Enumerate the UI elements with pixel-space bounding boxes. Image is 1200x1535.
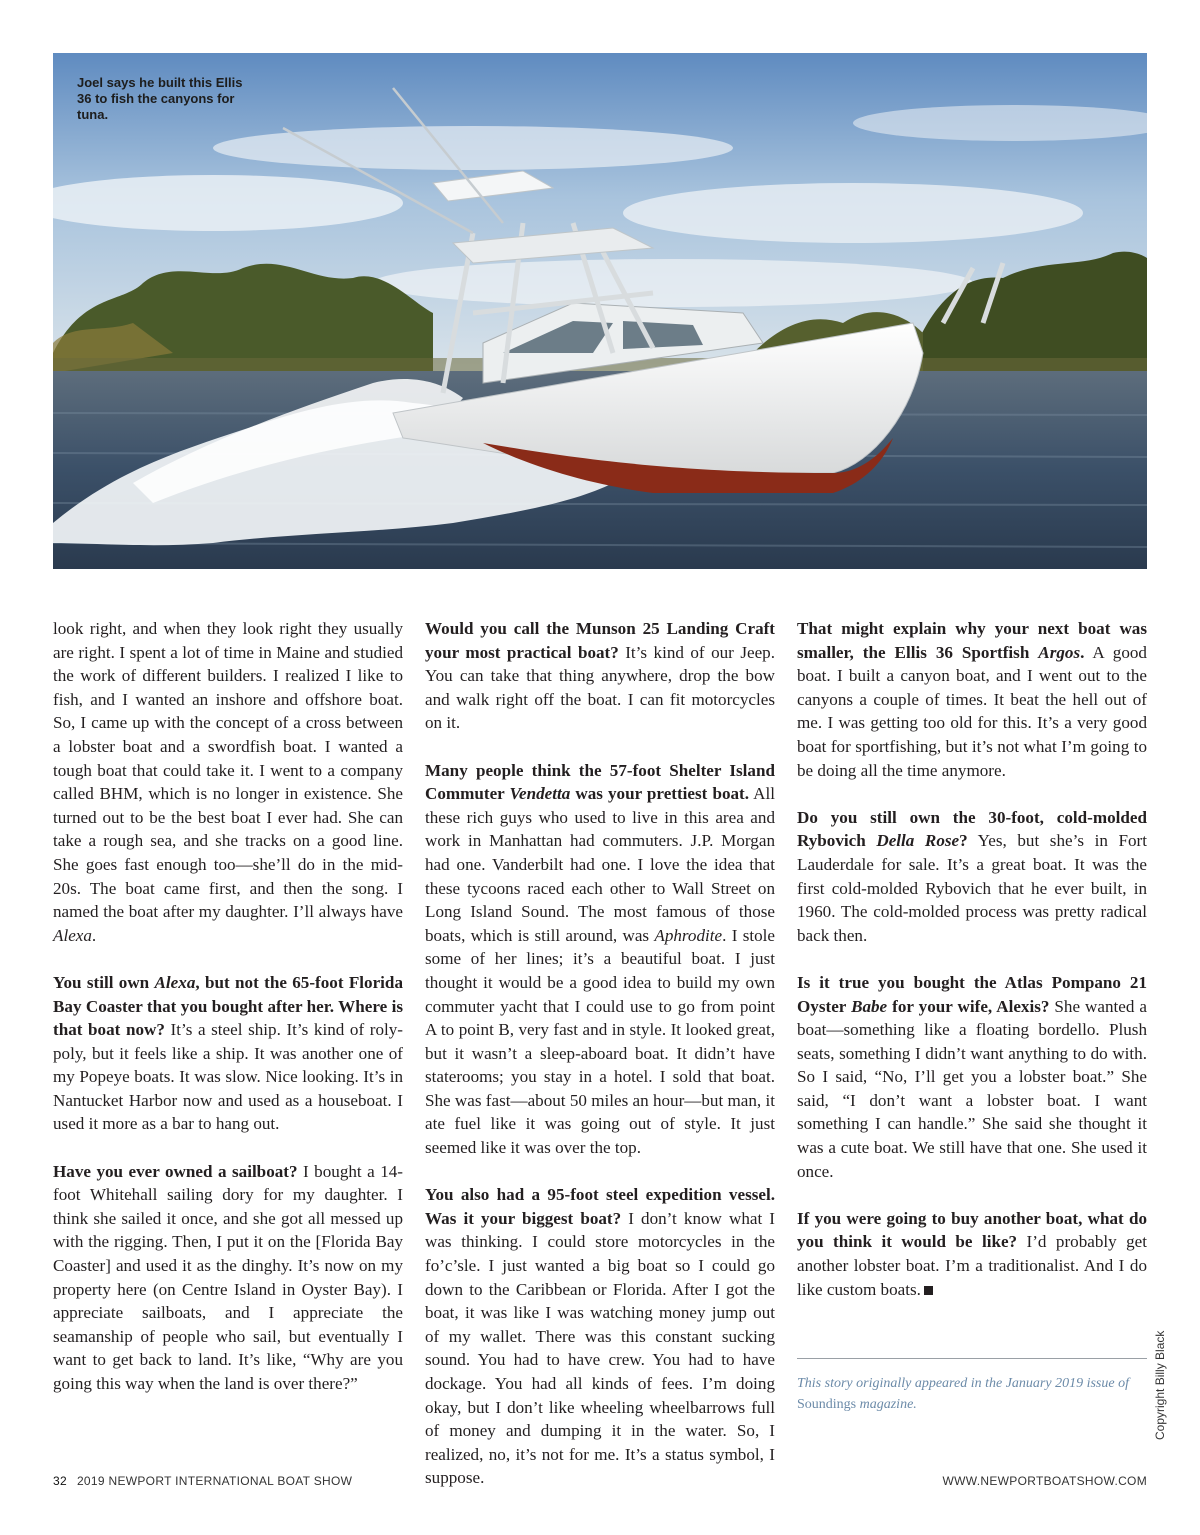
qa-paragraph: [425, 1183, 775, 1490]
answer: Yes, but she’s in Fort Lauderdale for sale. It’s a great boat. It was the first cold-molded Rybovich that he ever built, in 1960. The cold-molded process was pretty radical back then.: [797, 831, 1147, 945]
question: You also had a 95-foot steel expedition vessel. Was it your biggest boat?: [425, 1185, 775, 1228]
footer-left: [53, 1474, 352, 1488]
qa-paragraph: [53, 971, 403, 1136]
qa-paragraph: [797, 971, 1147, 1183]
question: You still own Alexa, but not the 65-foot Florida Bay Coaster that you bought after her. Where is that boat now?: [53, 972, 403, 1040]
answer: A good boat. I built a canyon boat, and I went out to the canyons a couple of times. It beat the hell out of me. I was getting too old for this. It’s a very good boat for sportfishing, but it’s not what I’m going to be doing all the time anymore.: [797, 642, 1147, 780]
end-mark-icon: [924, 1286, 933, 1295]
qa-paragraph: [425, 617, 775, 735]
question: Is it true you bought the Atlas Pompano 21 Oyster Babe for your wife, Alexis?: [797, 972, 1147, 1016]
note-divider: [797, 1358, 1147, 1359]
question: That might explain why your next boat was smaller, the Ellis 36 Sportfish Argos.: [797, 619, 1147, 662]
source-note: This story originally appeared in the January 2019 issue of Soundings magazine.: [797, 1376, 1129, 1412]
paragraph: look right, and when they look right they usually are right. I spent a lot of time in Maine and studied the work of different builders. I realized I like to fish, and I wanted an inshore and offshore boat. So, I came up with the concept of a cross between a lobster boat and a swordfish boat. I wanted a tough boat that could take it. I went to a company called BHM, which is no longer in existence. She turned out to be the best boat I ever had. She can take a rough sea, and she tracks on a good line. She goes fast enough too—she’ll do in the mid-20s. The boat came first, and then the song. I named the boat after my daughter. I’ll always have Alexa.: [53, 619, 403, 945]
answer: It’s a steel ship. It’s kind of roly-poly, but it feels like a ship. It was another one of my Popeye boats. It was slow. Nice looking. It’s in Nantucket Harbor now and used as a houseboat. I used it more as a bar to hang out.: [53, 1020, 403, 1134]
article-column-2: [425, 617, 775, 1514]
qa-paragraph: [53, 1160, 403, 1396]
question: Have you ever owned a sailboat?: [53, 1161, 298, 1181]
answer: She wanted a boat—something like a floating bordello. Plush seats, something I didn’t want anything to do with. So I said, “No, I’ll get you a lobster boat.” She said, “I don’t want a lobster boat. I want something I can handle.” She said she thought it was a cute boat. We still have that one. She used it once.: [797, 996, 1147, 1181]
qa-paragraph: [797, 617, 1147, 782]
answer: I bought a 14-foot Whitehall sailing dory for my daughter. I think she sailed it once, and she got all messed up with the rigging. Then, I put it on the [Florida Bay Coaster] and used it as the dinghy. It’s now on my property here (on Centre Island in Oyster Bay). I appreciate sailboats, and I appreciate the seamanship of people who sail, but eventually I want to get back to land. It’s like, “Why are you going this way when the land is over there?”: [53, 1161, 403, 1393]
qa-paragraph: [797, 806, 1147, 948]
qa-paragraph: [797, 1207, 1147, 1301]
footer-publication: 2019 NEWPORT INTERNATIONAL BOAT SHOW: [76, 1474, 353, 1488]
question: Do you still own the 30-foot, cold-molded Rybovich Della Rose?: [797, 807, 1147, 851]
boat-illustration: [53, 53, 1147, 569]
footer-website[interactable]: WWW.NEWPORTBOATSHOW.COM: [942, 1474, 1147, 1488]
boat-photo: [53, 53, 1147, 569]
article-column-3: [797, 617, 1147, 1325]
photo-credit: Copyright Billy Black: [1153, 1330, 1167, 1440]
article-column-1: [53, 617, 403, 1419]
photo-caption: Joel says he built this Ellis 36 to fish the canyons for tuna.: [77, 75, 243, 122]
answer: I don’t know what I was thinking. I could store motorcycles in the fo’c’sle. I just wanted a big boat so I could go down to the Caribbean or Florida. After I got the boat, it was like I was watching money jump out of my wallet. There was this constant sucking sound. You had to have crew. You had to have dockage. You had all kinds of fees. I’m doing okay, but I don’t like wheeling wheelbarrows full of money and dumping it in the water. So, I realized, no, it’s not for me. It’s a status symbol, I suppose.: [425, 1208, 775, 1488]
answer: It’s kind of our Jeep. You can take that thing anywhere, drop the bow and walk right off the boat. I can fit motorcycles on it.: [425, 642, 775, 733]
answer: I’d probably get another lobster boat. I’m a traditionalist. And I do like custom boats.: [797, 1232, 1147, 1299]
question: Would you call the Munson 25 Landing Craft your most practical boat?: [425, 619, 775, 662]
qa-paragraph: Many people think the 57-foot Shelter Island Commuter Vendetta was your prettiest boat. All these rich guys who used to live in this area and work in Manhattan had commuters. J.P. Morgan had one. Vanderbilt had one. I love the idea that these tycoons raced each other to Wall Street on Long Island Sound. The most famous of those boats, which is still around, was Aphrodite. I stole some of her lines; it’s a beautiful boat. I just thought it would be a good idea to build my own commuter yacht that I could use to go from point A to point B, very fast and in style. It looked great, but it wasn’t a sleep-aboard boat. It didn’t have staterooms; you stay in a hotel. I sold that boat. She was fast—about 50 miles an hour—but man, it ate fuel like it was going out of style. It just seemed like it was over the top.: [425, 760, 775, 1158]
page-number: 32: [53, 1474, 67, 1488]
question: If you were going to buy another boat, what do you think it would be like?: [797, 1208, 1147, 1252]
question: Many people think the 57-foot Shelter Island Commuter Vendetta was your prettiest boat.: [425, 760, 775, 804]
